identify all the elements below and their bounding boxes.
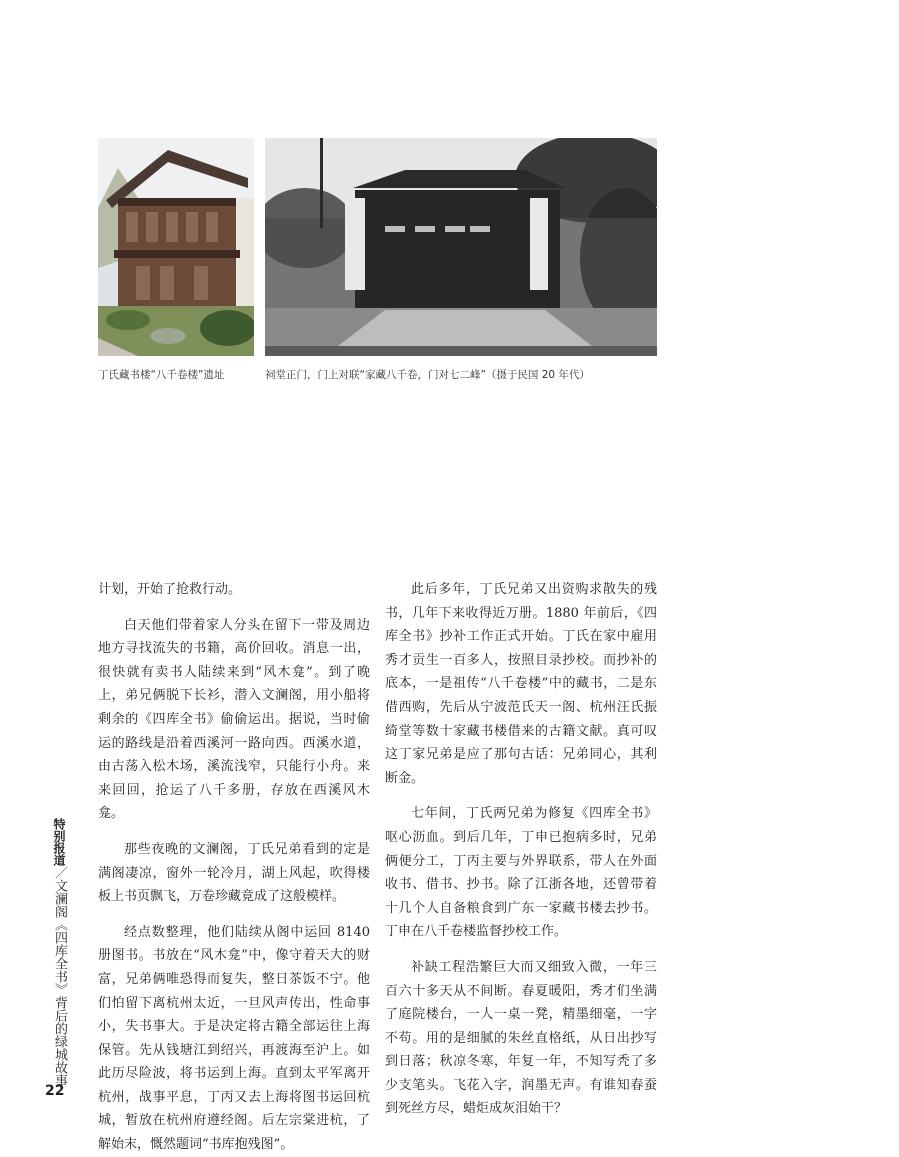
- photo-caption: 丁氏藏书楼“八千卷楼”遗址: [98, 369, 225, 381]
- paragraph: 那些夜晚的文澜阁，丁氏兄弟看到的定是满阁凄凉，窗外一轮冷月，湖上风起，吹得楼板上书页飘飞，万卷珍藏竟成了这般模样。: [98, 841, 370, 905]
- paragraph: 此后多年，丁氏兄弟又出资购求散失的残书，几年下来收得近万册。1880 年前后，《四库全书》抄补工作正式开始。丁氏在家中雇用秀才贡生一百多人，按照目录抄校。而抄补的底本，一是祖传“八千卷楼”中的藏书，二是东借西购，先后从宁波范氏天一阁、杭州汪氏振绮堂等数十家藏书楼借来的古籍文献。真可叹这丁家兄弟是应了那句古话：兄弟同心，其利断金。: [385, 582, 657, 786]
- paragraph: 白天他们带着家人分头在留下一带及周边地方寻找流失的书籍，高价回收。消息一出，很快就有卖书人陆续来到“风木龛”。到了晚上，弟兄俩脱下长衫，潜入文澜阁，用小船将剩余的《四库全书》偷偷运出。据说，当时偷运的路线是沿着西溪河一路向西。西溪水道，由古荡入松木场，溪流浅窄，只能行小舟。来来回回，抢运了八千多册，存放在西溪风木龛。: [98, 617, 370, 822]
- photo-bookhouse: [98, 138, 254, 356]
- running-head: [51, 818, 67, 1087]
- paragraph: 经点数整理，他们陆续从阁中运回 8140 册图书。书放在“风木龛”中，像守着天大的财富，兄弟俩唯恐得而复失，整日茶饭不宁。他们怕留下离杭州太近，一旦风声传出，性命事小，失书事大。于是决定将古籍全部运往上海保管。先从钱塘江到绍兴，再渡海至沪上。如此历尽险波，将书运到上海。直到太平军离开杭州，战事平息，丁丙又去上海将图书运回杭城，暂放在杭州府遵经阁。后左宗棠进杭，了解始末，慨然题词“书库抱残图”。: [98, 924, 370, 1153]
- text-column-right: [385, 578, 657, 1121]
- photo-caption: 祠堂正门，门上对联“家藏八千卷，门对七二峰”（摄于民国 20 年代）: [265, 369, 590, 381]
- separator: ／: [52, 866, 67, 879]
- photo-ancestral-hall-gate: [265, 138, 657, 356]
- section-label: 特别报道: [52, 818, 66, 866]
- paragraph: 补缺工程浩繁巨大而又细致入微，一年三百六十多天从不间断。春夏暖阳，秀才们坐满了庭院楼台，一人一桌一凳，精墨细毫，一字不苟。用的是细腻的朱丝直格纸，从日出抄写到日落；秋凉冬寒，年复一年，不知写秃了多少支笔头。飞花入字，润墨无声。有谁知春蚕到死丝方尽，蜡炬成灰泪始干？: [385, 959, 657, 1117]
- article-title: 文澜阁《四库全书》背后的绿城故事: [52, 879, 67, 1087]
- page-number: 22: [45, 1083, 65, 1099]
- paragraph: 计划，开始了抢救行动。: [98, 582, 242, 597]
- text-column-left: [98, 578, 370, 1157]
- paragraph: 七年间，丁氏两兄弟为修复《四库全书》呕心沥血。到后几年，丁申已抱病多时，兄弟俩便分工，丁丙主要与外界联系，带人在外面收书、借书、抄书。除了江浙各地，还曾带着十几个人自备粮食到广东一家藏书楼去抄书。丁申在八千卷楼监督抄校工作。: [385, 806, 657, 940]
